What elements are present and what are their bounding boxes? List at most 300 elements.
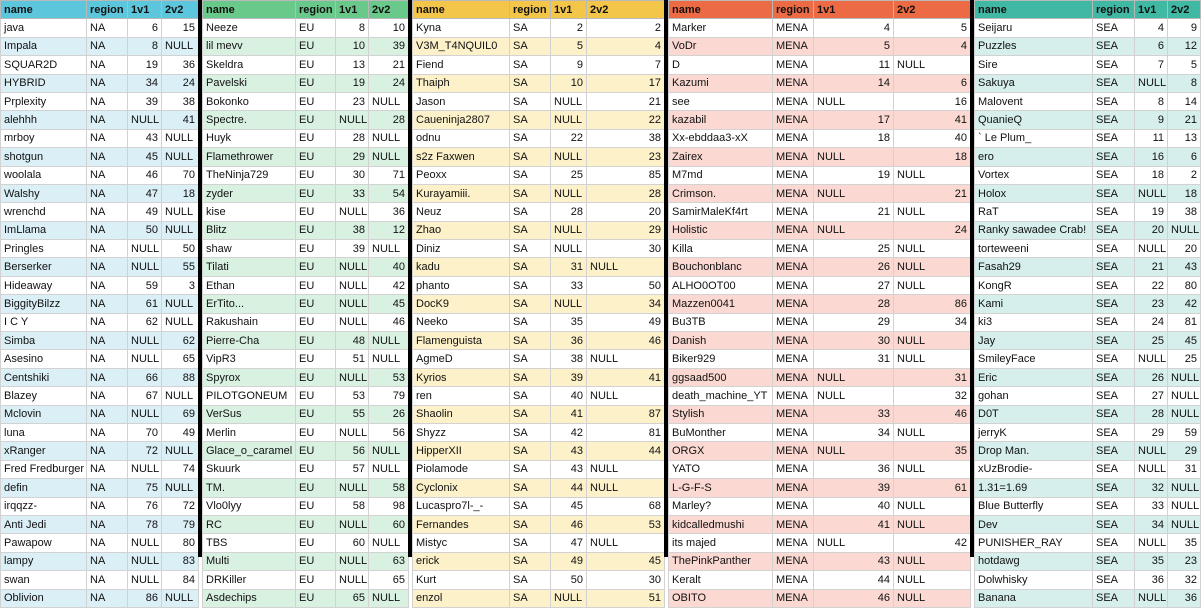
cell-1v1: 70 bbox=[128, 423, 162, 441]
cell-name: RaT bbox=[975, 203, 1093, 221]
cell-region: MENA bbox=[773, 460, 814, 478]
cell-2v2: 6 bbox=[1168, 148, 1201, 166]
cell-1v1: NULL bbox=[336, 258, 369, 276]
table-row bbox=[203, 111, 409, 129]
table-row bbox=[413, 129, 665, 147]
cell-region: EU bbox=[296, 589, 336, 607]
cell-region: NA bbox=[87, 166, 128, 184]
cell-2v2: 9 bbox=[1168, 19, 1201, 37]
cell-region: SA bbox=[510, 92, 551, 110]
cell-region: NA bbox=[87, 92, 128, 110]
cell-1v1: 56 bbox=[336, 442, 369, 460]
cell-name: Puzzles bbox=[975, 37, 1093, 55]
cell-region: SEA bbox=[1093, 405, 1135, 423]
cell-region: MENA bbox=[773, 276, 814, 294]
cell-1v1: 65 bbox=[336, 589, 369, 607]
cell-name: Kyna bbox=[413, 19, 510, 37]
cell-1v1: 34 bbox=[814, 423, 894, 441]
cell-name: enzol bbox=[413, 589, 510, 607]
cell-2v2: 45 bbox=[1168, 332, 1201, 350]
cell-name: Jay bbox=[975, 332, 1093, 350]
cell-2v2: NULL bbox=[162, 37, 199, 55]
cell-1v1: 86 bbox=[128, 589, 162, 607]
table-row bbox=[413, 240, 665, 258]
cell-region: NA bbox=[87, 405, 128, 423]
table-row bbox=[413, 295, 665, 313]
table-row bbox=[413, 166, 665, 184]
cell-name: M7md bbox=[669, 166, 773, 184]
column-header: region bbox=[773, 1, 814, 19]
cell-1v1: NULL bbox=[336, 552, 369, 570]
table-row bbox=[669, 589, 971, 607]
cell-region: NA bbox=[87, 350, 128, 368]
cell-2v2: NULL bbox=[162, 203, 199, 221]
cell-name: death_machine_YT bbox=[669, 387, 773, 405]
cell-2v2: NULL bbox=[162, 479, 199, 497]
cell-2v2: 62 bbox=[162, 332, 199, 350]
cell-region: EU bbox=[296, 479, 336, 497]
cell-region: NA bbox=[87, 240, 128, 258]
cell-region: SEA bbox=[1093, 387, 1135, 405]
cell-name: Ethan bbox=[203, 276, 296, 294]
cell-2v2: 79 bbox=[162, 515, 199, 533]
cell-2v2: NULL bbox=[162, 313, 199, 331]
table-row bbox=[669, 350, 971, 368]
table-row bbox=[413, 111, 665, 129]
cell-2v2: 36 bbox=[162, 56, 199, 74]
cell-1v1: 4 bbox=[814, 19, 894, 37]
cell-2v2: 81 bbox=[1168, 313, 1201, 331]
cell-2v2: NULL bbox=[369, 534, 409, 552]
cell-2v2: 2 bbox=[1168, 166, 1201, 184]
column-header: 1v1 bbox=[1135, 1, 1168, 19]
cell-1v1: 46 bbox=[814, 589, 894, 607]
table-row bbox=[413, 92, 665, 110]
column-header: 2v2 bbox=[587, 1, 665, 19]
cell-region: SA bbox=[510, 350, 551, 368]
cell-region: NA bbox=[87, 295, 128, 313]
cell-2v2: 98 bbox=[369, 497, 409, 515]
cell-name: Kyrios bbox=[413, 368, 510, 386]
table-row bbox=[669, 368, 971, 386]
cell-2v2: NULL bbox=[162, 387, 199, 405]
cell-1v1: NULL bbox=[336, 479, 369, 497]
cell-1v1: NULL bbox=[814, 442, 894, 460]
cell-2v2: 79 bbox=[369, 387, 409, 405]
cell-1v1: 2 bbox=[551, 19, 587, 37]
cell-name: Mistyc bbox=[413, 534, 510, 552]
cell-1v1: 45 bbox=[128, 148, 162, 166]
cell-name: phanto bbox=[413, 276, 510, 294]
cell-2v2: 68 bbox=[587, 497, 665, 515]
cell-region: MENA bbox=[773, 19, 814, 37]
cell-region: EU bbox=[296, 258, 336, 276]
cell-region: EU bbox=[296, 240, 336, 258]
cell-name: woolala bbox=[1, 166, 87, 184]
cell-region: NA bbox=[87, 497, 128, 515]
cell-1v1: 28 bbox=[814, 295, 894, 313]
cell-name: Flamenguista bbox=[413, 332, 510, 350]
table-row bbox=[975, 148, 1201, 166]
cell-region: MENA bbox=[773, 313, 814, 331]
cell-2v2: 42 bbox=[369, 276, 409, 294]
cell-1v1: 21 bbox=[1135, 258, 1168, 276]
cell-region: SA bbox=[510, 589, 551, 607]
cell-2v2: 24 bbox=[162, 74, 199, 92]
cell-1v1: NULL bbox=[128, 534, 162, 552]
cell-1v1: 6 bbox=[128, 19, 162, 37]
cell-name: Centshiki bbox=[1, 368, 87, 386]
cell-region: SEA bbox=[1093, 19, 1135, 37]
cell-region: EU bbox=[296, 203, 336, 221]
cell-region: EU bbox=[296, 423, 336, 441]
cell-name: Keralt bbox=[669, 571, 773, 589]
cell-name: xRanger bbox=[1, 442, 87, 460]
table-row bbox=[1, 92, 199, 110]
cell-name: Seijaru bbox=[975, 19, 1093, 37]
cell-region: SEA bbox=[1093, 56, 1135, 74]
cell-1v1: 75 bbox=[128, 479, 162, 497]
cell-name: Hideaway bbox=[1, 276, 87, 294]
cell-region: EU bbox=[296, 497, 336, 515]
table-row bbox=[669, 552, 971, 570]
cell-name: ThePinkPanther bbox=[669, 552, 773, 570]
cell-1v1: NULL bbox=[128, 240, 162, 258]
cell-name: D bbox=[669, 56, 773, 74]
cell-name: Blitz bbox=[203, 221, 296, 239]
cell-region: SA bbox=[510, 368, 551, 386]
cell-2v2: 21 bbox=[369, 56, 409, 74]
cell-1v1: NULL bbox=[814, 92, 894, 110]
cell-1v1: NULL bbox=[128, 552, 162, 570]
table-row bbox=[975, 295, 1201, 313]
cell-name: Prplexity bbox=[1, 92, 87, 110]
cell-1v1: 60 bbox=[336, 534, 369, 552]
header-row bbox=[1, 1, 199, 19]
cell-2v2: NULL bbox=[894, 166, 971, 184]
cell-name: alehhh bbox=[1, 111, 87, 129]
cell-1v1: 8 bbox=[1135, 92, 1168, 110]
cell-1v1: 55 bbox=[336, 405, 369, 423]
cell-name: Marker bbox=[669, 19, 773, 37]
cell-name: PUNISHER_RAY bbox=[975, 534, 1093, 552]
cell-region: SEA bbox=[1093, 497, 1135, 515]
cell-1v1: NULL bbox=[336, 571, 369, 589]
cell-region: NA bbox=[87, 423, 128, 441]
cell-2v2: 55 bbox=[162, 258, 199, 276]
cell-region: NA bbox=[87, 258, 128, 276]
cell-region: SA bbox=[510, 387, 551, 405]
column-header: 2v2 bbox=[1168, 1, 1201, 19]
cell-1v1: NULL bbox=[814, 184, 894, 202]
block-eu bbox=[198, 0, 408, 605]
table-sea bbox=[974, 0, 1201, 608]
cell-1v1: 76 bbox=[128, 497, 162, 515]
cell-name: BiggityBilzz bbox=[1, 295, 87, 313]
block-sa bbox=[408, 0, 664, 605]
cell-1v1: 50 bbox=[128, 221, 162, 239]
cell-region: SA bbox=[510, 258, 551, 276]
cell-region: SA bbox=[510, 497, 551, 515]
cell-name: lampy bbox=[1, 552, 87, 570]
table-row bbox=[413, 589, 665, 607]
cell-1v1: 5 bbox=[551, 37, 587, 55]
cell-name: HYBRID bbox=[1, 74, 87, 92]
cell-1v1: 34 bbox=[128, 74, 162, 92]
cell-1v1: 4 bbox=[1135, 19, 1168, 37]
cell-region: EU bbox=[296, 295, 336, 313]
cell-1v1: 30 bbox=[814, 332, 894, 350]
cell-name: ero bbox=[975, 148, 1093, 166]
cell-2v2: 8 bbox=[1168, 74, 1201, 92]
table-row bbox=[975, 460, 1201, 478]
table-row bbox=[975, 350, 1201, 368]
table-row bbox=[975, 240, 1201, 258]
cell-region: SEA bbox=[1093, 589, 1135, 607]
table-row bbox=[975, 258, 1201, 276]
table-row bbox=[203, 442, 409, 460]
cell-1v1: 16 bbox=[1135, 148, 1168, 166]
cell-name: TheNinja729 bbox=[203, 166, 296, 184]
cell-name: BuMonther bbox=[669, 423, 773, 441]
cell-1v1: NULL bbox=[814, 148, 894, 166]
cell-region: NA bbox=[87, 221, 128, 239]
cell-name: Diniz bbox=[413, 240, 510, 258]
table-row bbox=[669, 148, 971, 166]
cell-region: SA bbox=[510, 423, 551, 441]
cell-1v1: NULL bbox=[336, 515, 369, 533]
cell-region: EU bbox=[296, 387, 336, 405]
cell-2v2: 46 bbox=[369, 313, 409, 331]
cell-1v1: NULL bbox=[1135, 460, 1168, 478]
cell-name: Mclovin bbox=[1, 405, 87, 423]
cell-1v1: NULL bbox=[814, 534, 894, 552]
cell-name: HipperXII bbox=[413, 442, 510, 460]
cell-1v1: NULL bbox=[814, 387, 894, 405]
cell-name: Fernandes bbox=[413, 515, 510, 533]
cell-2v2: NULL bbox=[894, 350, 971, 368]
table-row bbox=[203, 276, 409, 294]
cell-region: SEA bbox=[1093, 332, 1135, 350]
table-row bbox=[669, 405, 971, 423]
cell-2v2: 4 bbox=[894, 37, 971, 55]
table-row bbox=[669, 56, 971, 74]
cell-region: NA bbox=[87, 332, 128, 350]
cell-name: Neuz bbox=[413, 203, 510, 221]
cell-name: kazabil bbox=[669, 111, 773, 129]
cell-1v1: 19 bbox=[336, 74, 369, 92]
cell-region: SA bbox=[510, 276, 551, 294]
cell-2v2: 34 bbox=[587, 295, 665, 313]
cell-2v2: 29 bbox=[587, 221, 665, 239]
cell-region: MENA bbox=[773, 166, 814, 184]
cell-1v1: 36 bbox=[814, 460, 894, 478]
cell-1v1: NULL bbox=[551, 295, 587, 313]
cell-1v1: 24 bbox=[1135, 313, 1168, 331]
cell-region: EU bbox=[296, 148, 336, 166]
table-row bbox=[669, 571, 971, 589]
cell-name: Eric bbox=[975, 368, 1093, 386]
cell-1v1: 9 bbox=[1135, 111, 1168, 129]
cell-2v2: 88 bbox=[162, 368, 199, 386]
cell-1v1: 35 bbox=[551, 313, 587, 331]
cell-2v2: 61 bbox=[894, 479, 971, 497]
cell-2v2: 12 bbox=[369, 221, 409, 239]
cell-1v1: 28 bbox=[336, 129, 369, 147]
cell-region: SA bbox=[510, 295, 551, 313]
table-row bbox=[203, 405, 409, 423]
cell-region: MENA bbox=[773, 368, 814, 386]
table-row bbox=[975, 221, 1201, 239]
cell-1v1: 47 bbox=[551, 534, 587, 552]
cell-1v1: NULL bbox=[814, 221, 894, 239]
column-header: region bbox=[1093, 1, 1135, 19]
cell-2v2: 86 bbox=[894, 295, 971, 313]
cell-2v2: 74 bbox=[162, 460, 199, 478]
cell-2v2: NULL bbox=[1168, 387, 1201, 405]
cell-name: Cyclonix bbox=[413, 479, 510, 497]
cell-1v1: NULL bbox=[551, 184, 587, 202]
cell-1v1: NULL bbox=[128, 460, 162, 478]
cell-1v1: 25 bbox=[1135, 332, 1168, 350]
cell-2v2: 26 bbox=[369, 405, 409, 423]
cell-region: NA bbox=[87, 479, 128, 497]
cell-1v1: 6 bbox=[1135, 37, 1168, 55]
cell-1v1: 33 bbox=[551, 276, 587, 294]
cell-name: Multi bbox=[203, 552, 296, 570]
cell-2v2: 17 bbox=[587, 74, 665, 92]
table-row bbox=[203, 552, 409, 570]
cell-1v1: NULL bbox=[128, 111, 162, 129]
block-na bbox=[0, 0, 198, 605]
cell-2v2: 80 bbox=[1168, 276, 1201, 294]
cell-1v1: 33 bbox=[336, 184, 369, 202]
cell-name: V3M_T4NQUIL0 bbox=[413, 37, 510, 55]
cell-name: I C Y bbox=[1, 313, 87, 331]
cell-name: Anti Jedi bbox=[1, 515, 87, 533]
cell-name: its majed bbox=[669, 534, 773, 552]
table-row bbox=[203, 184, 409, 202]
table-row bbox=[669, 19, 971, 37]
cell-1v1: 39 bbox=[551, 368, 587, 386]
cell-region: EU bbox=[296, 534, 336, 552]
cell-name: Dev bbox=[975, 515, 1093, 533]
cell-name: Marley? bbox=[669, 497, 773, 515]
cell-region: NA bbox=[87, 460, 128, 478]
cell-region: EU bbox=[296, 166, 336, 184]
table-row bbox=[975, 589, 1201, 607]
cell-name: Skeldra bbox=[203, 56, 296, 74]
cell-name: SQUAR2D bbox=[1, 56, 87, 74]
table-row bbox=[1, 276, 199, 294]
cell-region: NA bbox=[87, 148, 128, 166]
cell-2v2: 40 bbox=[369, 258, 409, 276]
cell-2v2: 3 bbox=[162, 276, 199, 294]
table-row bbox=[669, 221, 971, 239]
cell-name: Kazumi bbox=[669, 74, 773, 92]
cell-1v1: NULL bbox=[551, 221, 587, 239]
cell-2v2: 35 bbox=[894, 442, 971, 460]
cell-2v2: 39 bbox=[369, 37, 409, 55]
cell-2v2: 42 bbox=[1168, 295, 1201, 313]
cell-1v1: NULL bbox=[551, 240, 587, 258]
cell-1v1: 38 bbox=[551, 350, 587, 368]
cell-1v1: 33 bbox=[1135, 497, 1168, 515]
cell-region: SEA bbox=[1093, 571, 1135, 589]
column-header: name bbox=[1, 1, 87, 19]
cell-region: SA bbox=[510, 332, 551, 350]
cell-name: Biker929 bbox=[669, 350, 773, 368]
cell-region: EU bbox=[296, 571, 336, 589]
table-row bbox=[1, 74, 199, 92]
header-row bbox=[975, 1, 1201, 19]
cell-1v1: 8 bbox=[336, 19, 369, 37]
cell-name: OBITO bbox=[669, 589, 773, 607]
cell-2v2: 25 bbox=[1168, 350, 1201, 368]
cell-1v1: NULL bbox=[814, 368, 894, 386]
cell-region: SEA bbox=[1093, 515, 1135, 533]
cell-name: Blazey bbox=[1, 387, 87, 405]
cell-region: NA bbox=[87, 313, 128, 331]
cell-name: Xx-ebddaa3-xX bbox=[669, 129, 773, 147]
cell-1v1: 53 bbox=[336, 387, 369, 405]
cell-2v2: 69 bbox=[162, 405, 199, 423]
cell-name: Holox bbox=[975, 184, 1093, 202]
cell-2v2: 6 bbox=[894, 74, 971, 92]
table-row bbox=[669, 479, 971, 497]
table-eu bbox=[202, 0, 409, 608]
cell-region: SEA bbox=[1093, 368, 1135, 386]
cell-region: NA bbox=[87, 515, 128, 533]
table-row bbox=[203, 92, 409, 110]
table-row bbox=[975, 332, 1201, 350]
cell-1v1: 21 bbox=[814, 203, 894, 221]
table-row bbox=[1, 129, 199, 147]
cell-name: Simba bbox=[1, 332, 87, 350]
cell-1v1: NULL bbox=[551, 589, 587, 607]
cell-2v2: 31 bbox=[1168, 460, 1201, 478]
cell-2v2: 42 bbox=[894, 534, 971, 552]
cell-name: Impala bbox=[1, 37, 87, 55]
cell-2v2: 80 bbox=[162, 534, 199, 552]
cell-2v2: 38 bbox=[1168, 203, 1201, 221]
table-row bbox=[669, 74, 971, 92]
cell-2v2: NULL bbox=[369, 148, 409, 166]
cell-2v2: 20 bbox=[587, 203, 665, 221]
cell-2v2: NULL bbox=[1168, 515, 1201, 533]
cell-1v1: 50 bbox=[551, 571, 587, 589]
cell-1v1: 27 bbox=[1135, 387, 1168, 405]
cell-name: Huyk bbox=[203, 129, 296, 147]
cell-1v1: NULL bbox=[128, 405, 162, 423]
cell-2v2: 41 bbox=[587, 368, 665, 386]
cell-2v2: NULL bbox=[369, 332, 409, 350]
cell-2v2: 21 bbox=[894, 184, 971, 202]
table-row bbox=[975, 497, 1201, 515]
cell-region: EU bbox=[296, 221, 336, 239]
cell-region: SEA bbox=[1093, 258, 1135, 276]
table-row bbox=[203, 56, 409, 74]
cell-name: Bu3TB bbox=[669, 313, 773, 331]
table-row bbox=[203, 148, 409, 166]
cell-name: Asesino bbox=[1, 350, 87, 368]
cell-2v2: NULL bbox=[369, 240, 409, 258]
cell-1v1: NULL bbox=[336, 423, 369, 441]
column-header: 2v2 bbox=[894, 1, 971, 19]
cell-name: Sire bbox=[975, 56, 1093, 74]
cell-region: EU bbox=[296, 184, 336, 202]
cell-1v1: NULL bbox=[336, 368, 369, 386]
